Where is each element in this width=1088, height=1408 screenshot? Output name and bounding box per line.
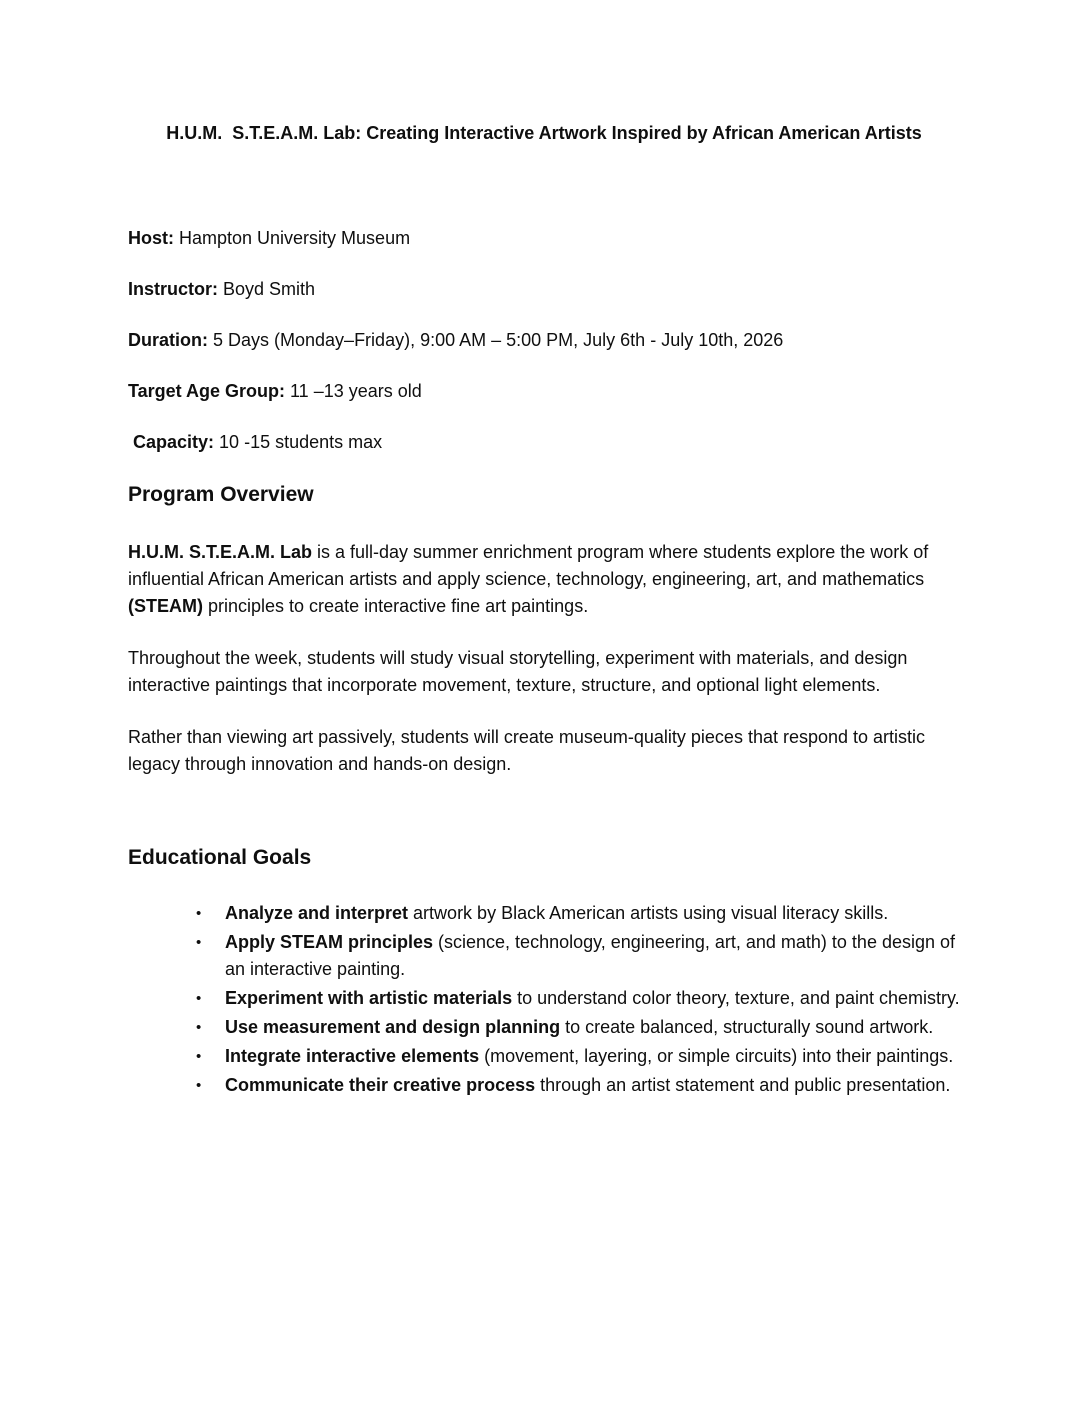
info-line-instructor xyxy=(128,276,960,302)
info-label-age-group: Target Age Group: xyxy=(128,381,285,401)
list-item xyxy=(196,1072,960,1099)
info-value-capacity: 10 -15 students max xyxy=(214,432,383,452)
bullet-icon: • xyxy=(196,1048,202,1065)
goal-bold-lead: Apply STEAM principles xyxy=(225,932,434,952)
info-line-capacity xyxy=(128,429,960,455)
overview-p1-text-2: principles to create interactive fine art paintings. xyxy=(203,596,589,616)
info-value-age-group: 11 –13 years old xyxy=(285,381,422,401)
goal-text xyxy=(225,1072,960,1099)
bullet-icon: • xyxy=(196,905,202,922)
info-line-duration xyxy=(128,327,960,353)
info-label-instructor: Instructor: xyxy=(128,279,218,299)
goal-rest: (science, technology, engineering, art, and math) to the design of an interactive painting. xyxy=(225,932,956,979)
bullet-icon: • xyxy=(196,990,202,1007)
overview-paragraph-2: Throughout the week, students will study visual storytelling, experiment with materials, and design interactive paintings that incorporate movement, texture, structure, and optional light elements. xyxy=(128,648,908,695)
goal-text xyxy=(225,1043,960,1070)
info-value-duration: 5 Days (Monday–Friday), 9:00 AM – 5:00 PM, July 6th - July 10th, 2026 xyxy=(208,330,784,350)
goal-text xyxy=(225,900,960,927)
goal-text xyxy=(225,929,960,983)
info-label-duration: Duration: xyxy=(128,330,208,350)
overview-paragraph-3: Rather than viewing art passively, students will create museum-quality pieces that respond to artistic legacy through innovation and hands-on design. xyxy=(128,727,926,774)
bullet-icon: • xyxy=(196,934,202,951)
overview-p1-text-1: is a full-day summer enrichment program where students explore the work of influential African American artists and apply science, technology, engineering, art, and mathematics xyxy=(128,542,929,589)
list-item xyxy=(196,1043,960,1070)
goal-rest: to understand color theory, texture, and paint chemistry. xyxy=(512,988,960,1008)
info-value-instructor: Boyd Smith xyxy=(218,279,316,299)
goal-rest: to create balanced, structurally sound artwork. xyxy=(560,1017,934,1037)
goal-bold-lead: Use measurement and design planning xyxy=(225,1017,561,1037)
goal-bold-lead: Experiment with artistic materials xyxy=(225,988,513,1008)
list-item xyxy=(196,900,960,927)
program-overview-heading: Program Overview xyxy=(128,483,314,506)
educational-goals-heading: Educational Goals xyxy=(128,846,312,869)
info-label-capacity: Capacity: xyxy=(128,432,215,452)
bullet-icon: • xyxy=(196,1019,202,1036)
overview-p1-bold-steam: (STEAM) xyxy=(128,596,203,616)
educational-goals-list xyxy=(128,900,960,1099)
goal-bold-lead: Communicate their creative process xyxy=(225,1075,536,1095)
goal-rest: artwork by Black American artists using visual literacy skills. xyxy=(408,903,889,923)
info-line-host xyxy=(128,225,960,251)
info-value-host: Hampton University Museum xyxy=(174,228,411,248)
info-label-host: Host: xyxy=(128,228,174,248)
goal-bold-lead: Analyze and interpret xyxy=(225,903,409,923)
goal-rest: (movement, layering, or simple circuits) into their paintings. xyxy=(479,1046,954,1066)
list-item xyxy=(196,1014,960,1041)
list-item xyxy=(196,929,960,983)
overview-paragraph-1 xyxy=(128,539,960,620)
overview-p1-bold-lead: H.U.M. S.T.E.A.M. Lab xyxy=(128,542,313,562)
list-item xyxy=(196,985,960,1012)
bullet-icon: • xyxy=(196,1077,202,1094)
document-title: H.U.M. S.T.E.A.M. Lab: Creating Interactive Artwork Inspired by African American Artists xyxy=(166,123,922,143)
info-line-age-group xyxy=(128,378,960,404)
goal-text xyxy=(225,985,960,1012)
goal-bold-lead: Integrate interactive elements xyxy=(225,1046,480,1066)
goal-text xyxy=(225,1014,960,1041)
goal-rest: through an artist statement and public presentation. xyxy=(535,1075,951,1095)
